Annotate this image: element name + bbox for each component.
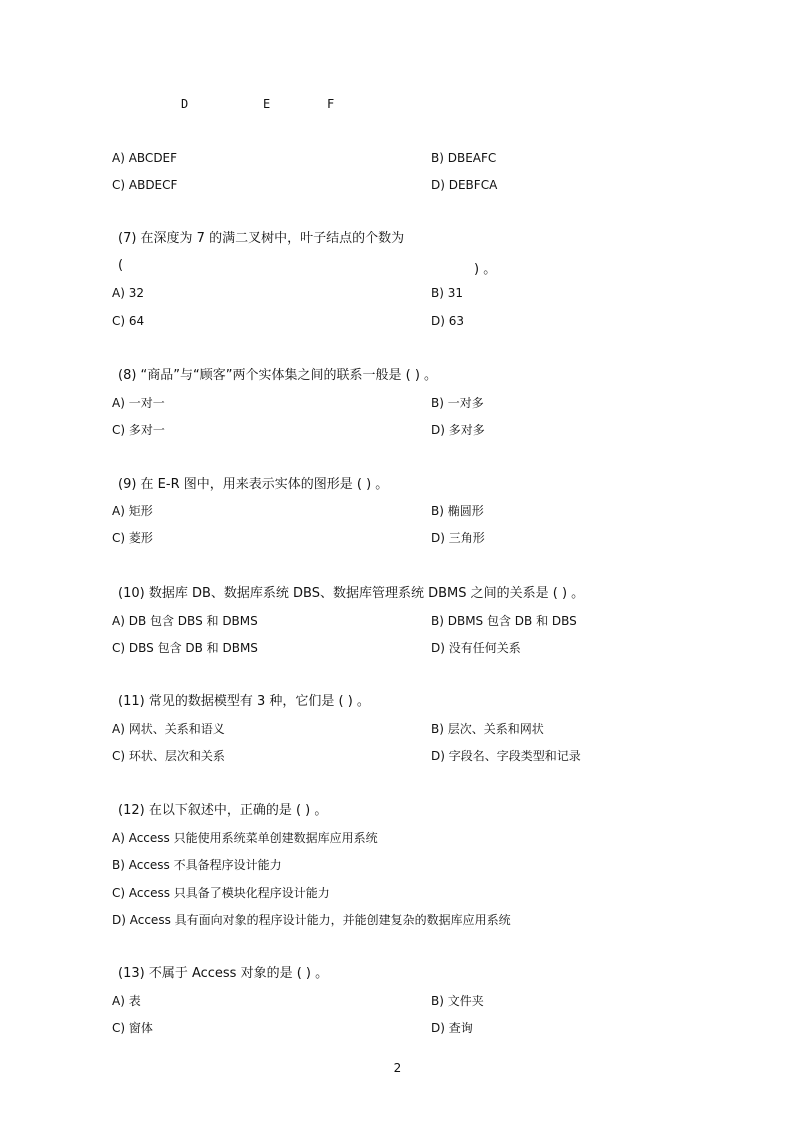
q12-option-a: A) Access 只能使用系统菜单创建数据库应用系统 — [112, 831, 378, 845]
tree-diagram-bottom-row — [0, 97, 795, 113]
q11-option-b: B) 层次、关系和网状 — [431, 722, 544, 736]
tree-node-f: F — [327, 97, 335, 111]
q13-option-b: B) 文件夹 — [431, 994, 484, 1008]
q12-stem: (12) 在以下叙述中，正确的是 ( ) 。 — [118, 803, 328, 818]
q7-option-d: D) 63 — [431, 314, 465, 328]
q9-option-d: D) 三角形 — [431, 531, 485, 545]
q7-option-c: C) 64 — [112, 314, 145, 328]
q7-close-paren: ) 。 — [474, 262, 497, 277]
q13-stem: (13) 不属于 Access 对象的是 ( ) 。 — [118, 966, 329, 981]
q8-option-d: D) 多对多 — [431, 423, 485, 437]
q11-stem: (11) 常见的数据模型有 3 种，它们是 ( ) 。 — [118, 694, 370, 709]
q7-stem: (7) 在深度为 7 的满二叉树中，叶子结点的个数为 — [118, 231, 405, 246]
q7-option-a: A) 32 — [112, 286, 144, 300]
q11-option-a: A) 网状、关系和语义 — [112, 722, 225, 736]
q11-option-c: C) 环状、层次和关系 — [112, 749, 225, 763]
q12-option-b: B) Access 不具备程序设计能力 — [112, 858, 282, 872]
tree-node-d: D — [181, 97, 189, 111]
q8-option-c: C) 多对一 — [112, 423, 165, 437]
q12-option-c: C) Access 只具备了模块化程序设计能力 — [112, 886, 330, 900]
tree-node-e: E — [263, 97, 271, 111]
q9-stem: (9) 在 E-R 图中，用来表示实体的图形是 ( ) 。 — [118, 477, 389, 492]
q8-option-b: B) 一对多 — [431, 396, 484, 410]
q10-option-c: C) DBS 包含 DB 和 DBMS — [112, 641, 258, 655]
page-number: 2 — [393, 1061, 402, 1075]
q13-option-d: D) 查询 — [431, 1021, 473, 1035]
q8-option-a: A) 一对一 — [112, 396, 165, 410]
q9-option-b: B) 椭圆形 — [431, 504, 484, 518]
q10-stem: (10) 数据库 DB、数据库系统 DBS、数据库管理系统 DBMS 之间的关系是 ( ) 。 — [118, 586, 585, 601]
q10-option-a: A) DB 包含 DBS 和 DBMS — [112, 614, 258, 628]
q7-option-b: B) 31 — [431, 286, 463, 300]
q11-option-d: D) 字段名、字段类型和记录 — [431, 749, 581, 763]
q6-option-a: A) ABCDEF — [112, 151, 178, 165]
q12-option-d: D) Access 具有面向对象的程序设计能力，并能创建复杂的数据库应用系统 — [112, 913, 511, 927]
q9-option-c: C) 菱形 — [112, 531, 153, 545]
q13-option-c: C) 窗体 — [112, 1021, 153, 1035]
q8-stem: (8) “商品”与“顾客”两个实体集之间的联系一般是 ( ) 。 — [118, 368, 438, 383]
q6-option-d: D) DEBFCA — [431, 178, 498, 192]
q13-option-a: A) 表 — [112, 994, 141, 1008]
q6-option-b: B) DBEAFC — [431, 151, 497, 165]
q10-option-d: D) 没有任何关系 — [431, 641, 521, 655]
q10-option-b: B) DBMS 包含 DB 和 DBS — [431, 614, 577, 628]
q9-option-a: A) 矩形 — [112, 504, 153, 518]
q7-open-paren: ( — [118, 258, 124, 273]
q6-option-c: C) ABDECF — [112, 178, 178, 192]
